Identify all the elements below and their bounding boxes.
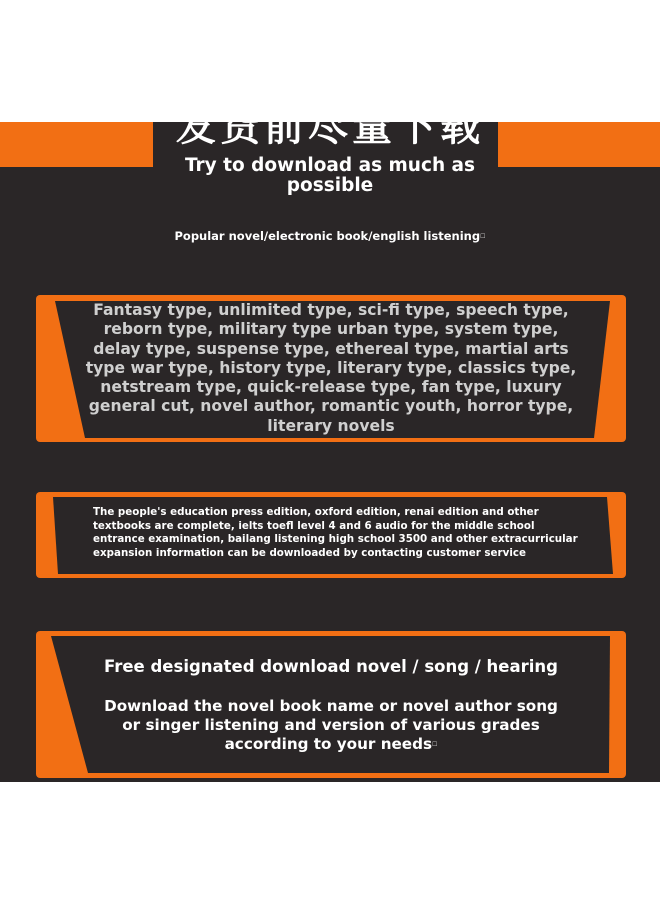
custom-download-line: Download the novel book name or novel author song [104, 697, 558, 715]
textbooks-line: expansion information can be downloaded by contacting customer service [93, 547, 526, 560]
banner-title: 发货前尽量下载 [176, 104, 484, 150]
promo-poster [0, 104, 660, 782]
subtitle-text: Popular novel/electronic book/english listening [174, 229, 481, 243]
custom-download-card [36, 631, 626, 778]
novel-types-line: netstream type, quick-release type, fan type, luxury [100, 378, 562, 397]
custom-download-body [36, 697, 626, 754]
novel-types-line: literary novels [267, 416, 395, 435]
headline [0, 156, 660, 196]
novel-types-text [36, 301, 626, 436]
headline-line-2: possible [286, 175, 374, 196]
headline-line-1: Try to download as much as [184, 155, 476, 176]
custom-download-line: according to your needs [224, 735, 433, 753]
custom-download-trailing-mark: ☐ [432, 741, 438, 748]
textbooks-line: entrance examination, bailang listening high school 3500 and other extracurricular [93, 533, 578, 546]
novel-types-card [36, 295, 626, 442]
novel-types-line: reborn type, military type urban type, system type, [103, 320, 559, 339]
subtitle [0, 229, 660, 243]
banner-title-cropped [0, 104, 660, 150]
custom-download-line-last [36, 735, 626, 754]
novel-types-line: Fantasy type, unlimited type, sci-fi type, speech type, [93, 301, 569, 319]
novel-types-line: general cut, novel author, romantic youth, horror type, [88, 397, 574, 416]
novel-types-line: delay type, suspense type, ethereal type, martial arts [93, 339, 569, 358]
textbooks-line: The people's education press edition, oxford edition, renai edition and other [93, 506, 539, 518]
novel-types-line: type war type, history type, literary type, classics type, [85, 358, 577, 377]
textbooks-text [93, 506, 578, 561]
custom-download-title: Free designated download novel / song / hearing [104, 657, 558, 676]
textbooks-card [36, 492, 626, 578]
subtitle-trailing-mark: ☐ [480, 233, 486, 240]
textbooks-line: textbooks are complete, ielts toefl level 4 and 6 audio for the middle school [93, 519, 535, 532]
custom-download-line: or singer listening and version of various grades [122, 716, 540, 734]
